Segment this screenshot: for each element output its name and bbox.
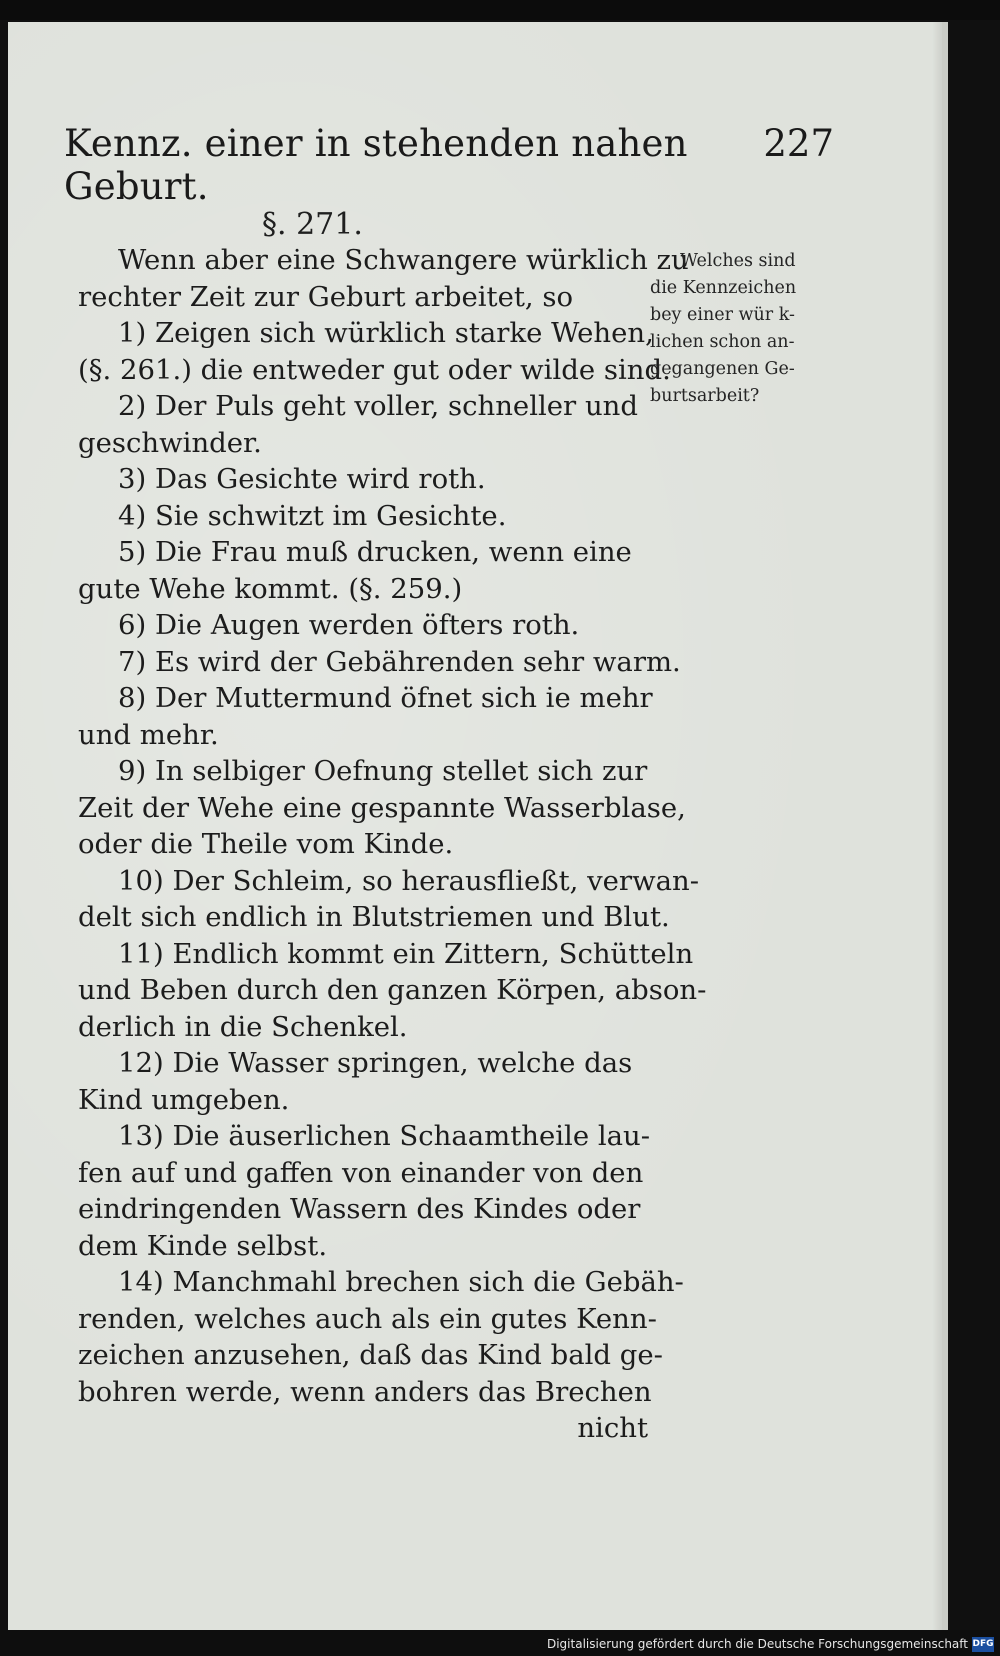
text-line: 10) Der Schleim, so herausfließt, verwan- <box>118 864 700 897</box>
margin-note-line: burtsarbeit? <box>650 386 760 406</box>
text-line: dem Kinde selbst. <box>78 1229 328 1262</box>
section-number: §. 271. <box>262 207 363 242</box>
margin-note-line: gegangenen Ge- <box>650 359 795 379</box>
page-number: 227 <box>763 122 834 165</box>
text-line: nicht <box>577 1412 648 1444</box>
page-edge-shadow <box>932 22 942 1630</box>
text-line: 2) Der Puls geht voller, schneller und <box>118 390 638 422</box>
text-line: (§. 261.) die entweder gut oder wilde sind. <box>78 353 671 386</box>
text-line: zeichen anzusehen, daß das Kind bald ge- <box>78 1339 663 1371</box>
margin-note-line: bey einer wür k- <box>650 305 795 325</box>
text-line: renden, welches auch als ein gutes Kenn- <box>78 1302 657 1335</box>
text-line: 6) Die Augen werden öfters roth. <box>118 609 580 641</box>
text-line: 14) Manchmahl brechen sich die Gebäh- <box>118 1266 684 1298</box>
text-line: geschwinder. <box>78 426 262 459</box>
text-line: 12) Die Wasser springen, welche das <box>118 1047 633 1079</box>
scan-top-band <box>0 0 1000 20</box>
text-line: oder die Theile vom Kinde. <box>78 828 454 860</box>
text-line: 5) Die Frau muß drucken, wenn eine <box>118 536 632 568</box>
funding-credit: Digitalisierung gefördert durch die Deutsche Forschungsgemeinschaft <box>546 1637 968 1651</box>
dfg-logo: DFG <box>972 1637 994 1652</box>
text-line: bohren werde, wenn anders das Brechen <box>78 1375 652 1408</box>
text-line: gute Wehe kommt. (§. 259.) <box>78 572 463 605</box>
text-line: fen auf und gaffen von einander von den <box>78 1156 644 1189</box>
text-line: 11) Endlich kommt ein Zittern, Schütteln <box>118 937 694 970</box>
text-line: 8) Der Muttermund öfnet sich ie mehr <box>118 682 653 714</box>
text-line: rechter Zeit zur Geburt arbeitet, so <box>78 280 574 313</box>
text-line: Wenn aber eine Schwangere würklich zu <box>118 244 689 276</box>
text-line: 7) Es wird der Gebährenden sehr warm. <box>118 645 681 678</box>
margin-note <box>650 248 825 410</box>
text-line: derlich in die Schenkel. <box>78 1010 408 1043</box>
page-header <box>64 122 834 208</box>
footer-bar <box>0 1630 1000 1656</box>
text-line: und Beben durch den ganzen Körpen, abson- <box>78 974 707 1006</box>
text-line: 4) Sie schwitzt im Gesichte. <box>118 499 507 532</box>
text-line: Zeit der Wehe eine gespannte Wasserblase, <box>78 791 686 824</box>
running-head: Kennz. einer in stehenden nahen Geburt. <box>64 122 688 208</box>
text-line: und mehr. <box>78 718 219 751</box>
text-line: eindringenden Wassern des Kindes oder <box>78 1193 641 1225</box>
text-line: 3) Das Gesichte wird roth. <box>118 463 486 495</box>
text-line: Kind umgeben. <box>78 1083 290 1116</box>
margin-note-line: lichen schon an- <box>650 332 795 352</box>
margin-note-line: Welches sind <box>680 251 796 271</box>
margin-note-line: die Kennzeichen <box>650 278 797 298</box>
text-line: 13) Die äuserlichen Schaamtheile lau- <box>118 1120 651 1152</box>
text-line: delt sich endlich in Blutstriemen und Blut. <box>78 901 670 933</box>
text-line: 9) In selbiger Oefnung stellet sich zur <box>118 755 648 787</box>
text-line: 1) Zeigen sich würklich starke Wehen, <box>118 317 654 349</box>
